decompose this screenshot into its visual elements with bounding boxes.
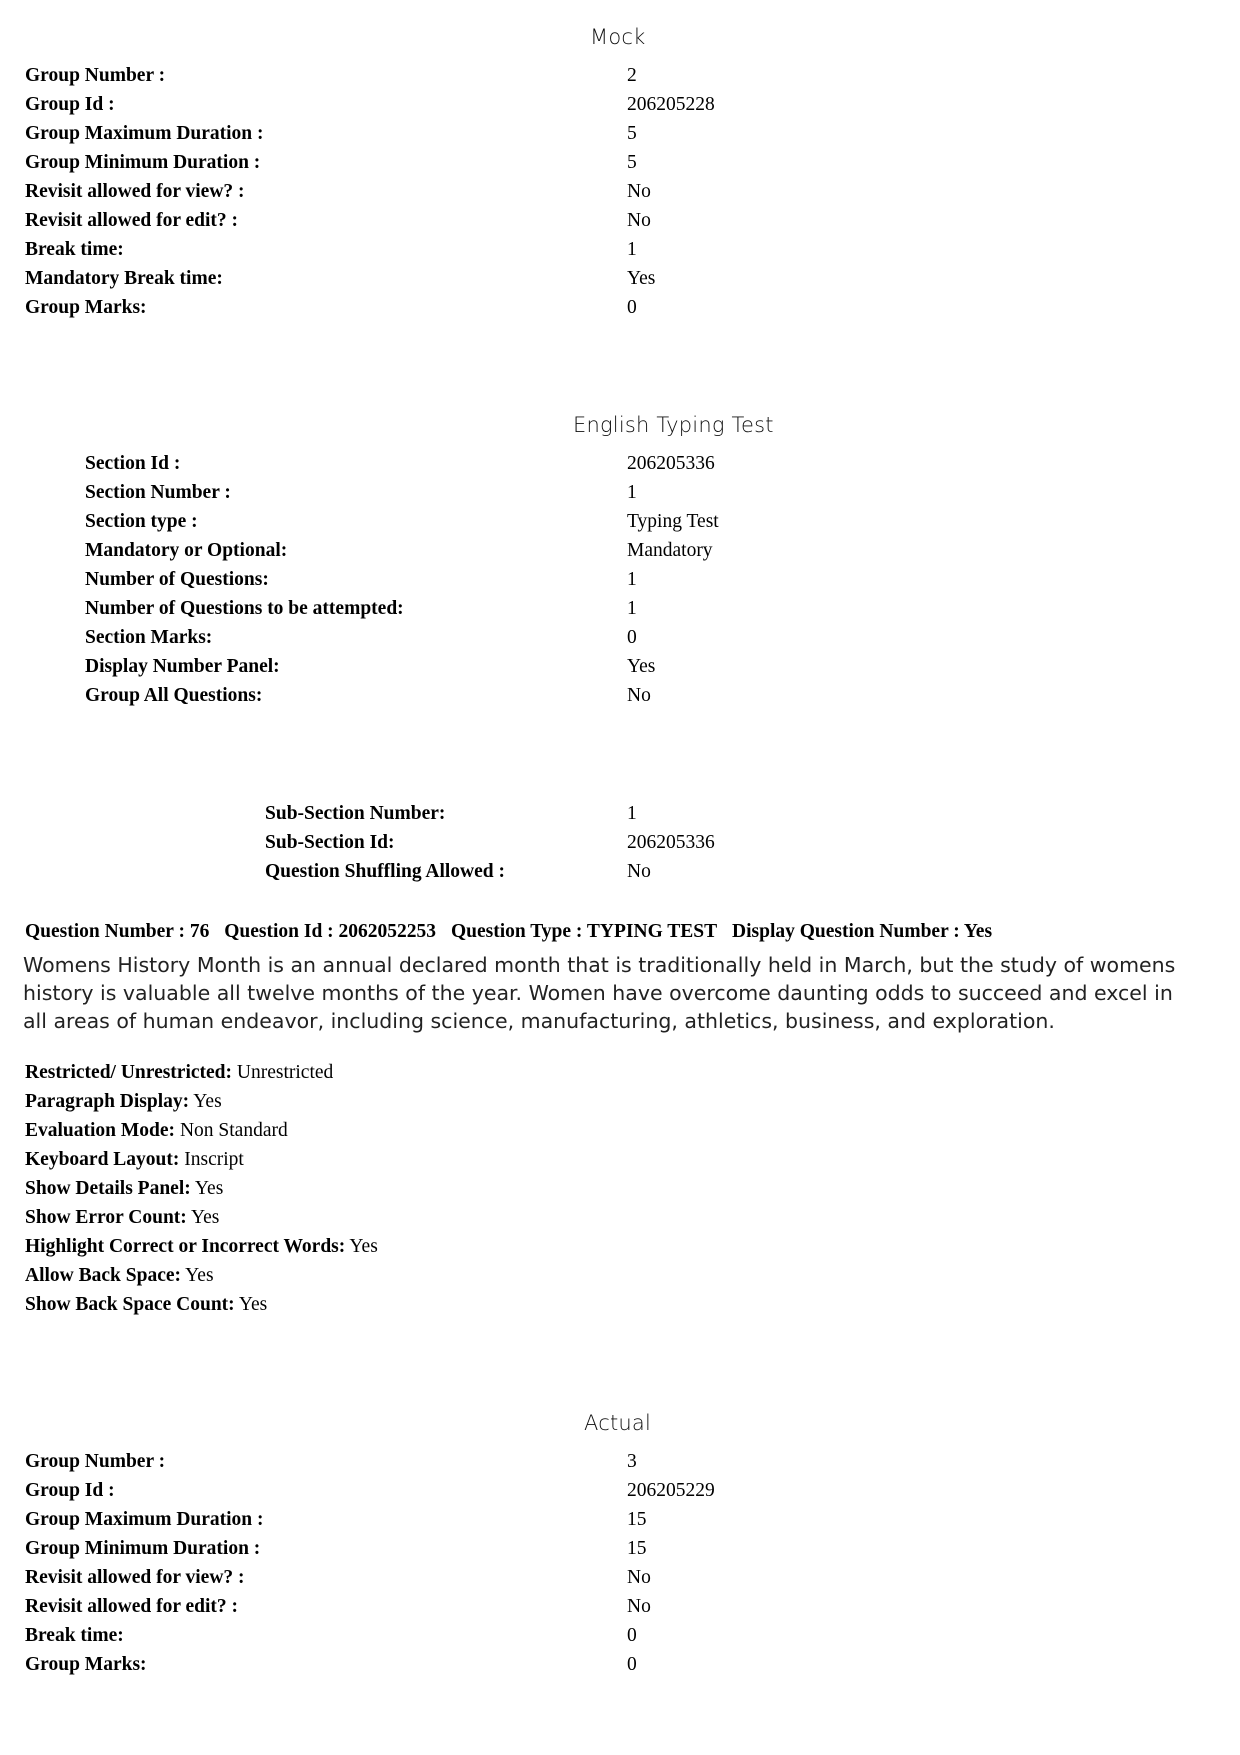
detail-value: 1 <box>627 482 637 503</box>
property-value: Yes <box>349 1236 378 1257</box>
property-value: Inscript <box>184 1149 244 1170</box>
property-value: Yes <box>194 1178 224 1199</box>
detail-label: Sub-Section Number: <box>265 803 446 824</box>
detail-label: Mandatory Break time: <box>25 268 223 289</box>
detail-value: 206205229 <box>627 1480 715 1501</box>
property-label: Show Error Count: <box>25 1207 187 1228</box>
detail-label: Revisit allowed for edit? : <box>25 1596 239 1617</box>
property-label: Restricted/ Unrestricted: <box>25 1062 233 1083</box>
detail-label: Number of Questions: <box>85 569 269 590</box>
property-value: Yes <box>193 1091 222 1112</box>
detail-label: Break time: <box>25 1625 124 1646</box>
property-row <box>25 1087 222 1116</box>
detail-value: Yes <box>627 268 656 289</box>
detail-value: 15 <box>627 1538 647 1559</box>
detail-label: Group Maximum Duration : <box>25 123 264 144</box>
property-row <box>25 1232 378 1261</box>
property-label: Highlight Correct or Incorrect Words: <box>25 1236 346 1257</box>
detail-label: Revisit allowed for view? : <box>25 1567 245 1588</box>
detail-label: Section Number : <box>85 482 231 503</box>
property-row <box>25 1058 333 1087</box>
detail-value: No <box>627 210 651 231</box>
detail-value: No <box>627 861 651 882</box>
property-row <box>25 1174 223 1203</box>
property-label: Keyboard Layout: <box>25 1149 180 1170</box>
detail-value: 1 <box>627 239 637 260</box>
property-row <box>25 1261 214 1290</box>
property-value: Unrestricted <box>236 1062 334 1083</box>
detail-label: Group Maximum Duration : <box>25 1509 264 1530</box>
detail-value: 1 <box>627 803 637 824</box>
property-row <box>25 1290 267 1319</box>
property-value: Yes <box>238 1294 268 1315</box>
detail-value: 1 <box>627 598 637 619</box>
detail-value: 0 <box>627 1654 637 1675</box>
detail-label: Group Marks: <box>25 297 147 318</box>
detail-value: 1 <box>627 569 637 590</box>
property-label: Show Back Space Count: <box>25 1294 235 1315</box>
detail-value: No <box>627 1567 651 1588</box>
detail-value: No <box>627 685 651 706</box>
detail-value: 0 <box>627 1625 637 1646</box>
question-header <box>25 921 1002 943</box>
detail-label: Group All Questions: <box>85 685 263 706</box>
detail-value: 15 <box>627 1509 647 1530</box>
property-label: Paragraph Display: <box>25 1091 190 1112</box>
detail-value: 5 <box>627 123 637 144</box>
detail-label: Group Number : <box>25 65 166 86</box>
detail-label: Group Id : <box>25 1480 115 1501</box>
property-value: Yes <box>185 1265 214 1286</box>
detail-label: Mandatory or Optional: <box>85 540 288 561</box>
detail-value: 2 <box>627 65 637 86</box>
property-row <box>25 1145 244 1174</box>
detail-label: Sub-Section Id: <box>265 832 395 853</box>
detail-value: No <box>627 181 651 202</box>
detail-label: Group Marks: <box>25 1654 147 1675</box>
detail-label: Break time: <box>25 239 124 260</box>
detail-label: Revisit allowed for edit? : <box>25 210 239 231</box>
detail-value: Yes <box>627 656 656 677</box>
detail-label: Group Number : <box>25 1451 166 1472</box>
detail-label: Section type : <box>85 511 198 532</box>
detail-label: Group Minimum Duration : <box>25 1538 261 1559</box>
typing-passage: Womens History Month is an annual declared month that is traditionally held in March, but the study of womens history is valuable all twelve months of the year. Women have overcome daunting odds to succeed and excel in all areas of human endeavor, including science, manufacturing, athletics, business, and exploration. <box>23 953 1176 1033</box>
detail-value: 0 <box>627 297 637 318</box>
detail-value: 206205336 <box>627 453 715 474</box>
detail-label: Group Minimum Duration : <box>25 152 261 173</box>
detail-label: Question Shuffling Allowed : <box>265 861 506 882</box>
question-number: Question Number : 76 <box>25 921 210 942</box>
detail-value: 5 <box>627 152 637 173</box>
detail-label: Number of Questions to be attempted: <box>85 598 404 619</box>
question-type: Question Type : TYPING TEST <box>450 921 718 942</box>
actual-title: Actual <box>584 1411 651 1435</box>
question-id: Question Id : 2062052253 <box>224 921 437 942</box>
detail-value: Typing Test <box>627 511 719 532</box>
property-value: Yes <box>190 1207 220 1228</box>
property-label: Allow Back Space: <box>25 1265 181 1286</box>
detail-value: 0 <box>627 627 637 648</box>
property-row <box>25 1116 288 1145</box>
detail-value: 206205336 <box>627 832 715 853</box>
detail-value: 3 <box>627 1451 637 1472</box>
detail-value: Mandatory <box>627 540 713 561</box>
display-question-number: Display Question Number : Yes <box>732 921 993 942</box>
detail-label: Section Marks: <box>85 627 213 648</box>
detail-label: Revisit allowed for view? : <box>25 181 245 202</box>
mock-title: Mock <box>590 25 646 49</box>
property-label: Show Details Panel: <box>25 1178 191 1199</box>
property-value: Non Standard <box>179 1120 288 1141</box>
detail-label: Display Number Panel: <box>85 656 280 677</box>
detail-value: 206205228 <box>627 94 715 115</box>
property-label: Evaluation Mode: <box>25 1120 176 1141</box>
detail-label: Section Id : <box>85 453 181 474</box>
property-row <box>25 1203 219 1232</box>
section-title: English Typing Test <box>573 413 774 437</box>
detail-value: No <box>627 1596 651 1617</box>
detail-label: Group Id : <box>25 94 115 115</box>
